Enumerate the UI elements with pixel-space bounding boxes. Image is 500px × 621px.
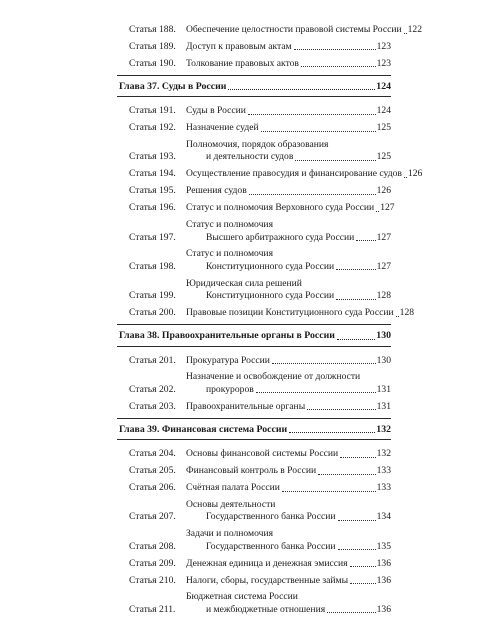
- article-title: Высшего арбитражного суда России: [206, 231, 355, 243]
- article-page-number: 126: [407, 168, 423, 180]
- article-number: Статья 206.: [129, 482, 176, 494]
- article-title: Назначение и освобождение от должности: [186, 371, 361, 383]
- article-title: Основы деятельности: [186, 498, 276, 510]
- article-title-line: [186, 482, 391, 495]
- toc-entry: [117, 122, 391, 135]
- article-title-line: [186, 355, 391, 368]
- article-title: Государственного банка России: [206, 511, 336, 523]
- dot-leader: [338, 549, 376, 550]
- toc-entry: [117, 465, 391, 478]
- chapter-title: Глава 39. Финансовая система России: [119, 423, 288, 435]
- toc-entry: [117, 105, 391, 118]
- article-page-number: 131: [376, 400, 391, 412]
- article-number: Статья 203.: [129, 400, 176, 412]
- article-number: Статья 190.: [129, 57, 176, 69]
- article-number: Статья 211.: [129, 603, 176, 615]
- toc-entry-body: [186, 139, 391, 164]
- article-title: и деятельности судов: [206, 151, 294, 163]
- toc-entry: [117, 401, 391, 414]
- article-title-line: [186, 541, 391, 554]
- article-title-line: [186, 511, 391, 524]
- toc-entry-body: [186, 41, 391, 54]
- toc-entry-body: [186, 105, 391, 118]
- article-title-line: [186, 41, 391, 54]
- article-title-line: [186, 168, 423, 181]
- article-title: Основы финансовой системы России: [186, 448, 339, 460]
- toc-entry-lines: [186, 575, 391, 588]
- toc-chapter-heading: [117, 324, 391, 347]
- toc-entry: [117, 41, 391, 54]
- toc-entry: [117, 307, 415, 320]
- dot-leader: [396, 316, 399, 317]
- dot-leader: [248, 114, 376, 115]
- article-title: Правовые позиции Конституционного суда России: [186, 307, 394, 319]
- article-page-number: 127: [376, 231, 391, 243]
- dot-leader: [295, 160, 375, 161]
- toc-entry-body: [186, 355, 391, 368]
- toc-entry: [117, 185, 391, 198]
- article-number: Статья 197.: [129, 231, 176, 243]
- article-title: Назначение судей: [186, 122, 259, 134]
- toc-entry-lines: [186, 401, 391, 414]
- dot-leader: [350, 566, 376, 567]
- article-page-number: 135: [376, 540, 391, 552]
- article-number: Статья 193.: [129, 151, 176, 163]
- toc-entry-lines: [186, 278, 391, 303]
- article-title: Правоохранительные органы: [186, 400, 306, 412]
- article-title: Налоги, сборы, государственные займы: [186, 574, 349, 586]
- article-page-number: 127: [376, 260, 391, 272]
- article-page-number: 136: [376, 574, 391, 586]
- toc-entry-lines: [186, 371, 391, 396]
- toc-entry-body: [186, 371, 391, 396]
- toc-entry-lines: [186, 24, 422, 37]
- toc-entry-lines: [186, 307, 415, 320]
- article-title-line: [186, 290, 391, 303]
- article-page-number: 122: [407, 24, 422, 35]
- toc-chapter-heading: [117, 75, 391, 98]
- toc-entry-lines: [186, 58, 391, 71]
- toc-entry-body: [186, 591, 391, 616]
- toc-entry: [117, 24, 422, 37]
- article-page-number: 123: [376, 40, 391, 52]
- toc-entry-lines: [186, 499, 391, 524]
- table-of-contents: [117, 24, 423, 621]
- article-title: Обеспечение целостности правовой системы России: [186, 24, 402, 35]
- toc-entry-body: [186, 401, 391, 414]
- article-title-line: [186, 151, 391, 164]
- toc-entry-body: [186, 558, 391, 571]
- article-page-number: 124: [376, 105, 391, 117]
- chapter-page-number: 124: [376, 80, 391, 92]
- article-title: Суды в России: [186, 105, 246, 117]
- dot-leader: [327, 612, 375, 613]
- article-title-line: [186, 448, 391, 461]
- toc-entry-lines: [186, 448, 391, 461]
- article-page-number: 134: [376, 511, 391, 523]
- toc-entry: [117, 278, 391, 303]
- dot-leader: [356, 240, 375, 241]
- article-number: Статья 207.: [129, 511, 176, 523]
- article-title: Счётная палата России: [186, 482, 280, 494]
- toc-entry-body: [186, 528, 391, 553]
- article-title-line: [186, 105, 391, 118]
- article-number: Статья 196.: [129, 202, 176, 214]
- dot-leader: [294, 49, 376, 50]
- article-page-number: 127: [380, 202, 395, 214]
- dot-leader: [318, 474, 376, 475]
- toc-entry-lines: [186, 202, 395, 215]
- toc-entry-lines: [186, 122, 391, 135]
- toc-entry-lines: [186, 185, 391, 198]
- article-title-line: [186, 604, 391, 617]
- article-title: Конституционного суда России: [206, 260, 335, 272]
- article-title: Конституционного суда России: [206, 290, 335, 302]
- article-page-number: 123: [376, 57, 391, 69]
- toc-entry: [117, 482, 391, 495]
- article-number: Статья 199.: [129, 290, 176, 302]
- dot-leader: [336, 269, 376, 270]
- dot-leader: [350, 583, 376, 584]
- toc-entry-body: [186, 575, 391, 588]
- article-page-number: 136: [376, 557, 391, 569]
- toc-entry-body: [186, 482, 391, 495]
- article-page-number: 136: [376, 603, 391, 615]
- toc-entry-body: [186, 168, 423, 181]
- toc-entry-lines: [186, 558, 391, 571]
- article-number: Статья 208.: [129, 540, 176, 552]
- toc-entry-body: [186, 24, 422, 37]
- toc-entry-lines: [186, 482, 391, 495]
- article-page-number: 131: [376, 383, 391, 395]
- article-title: Осуществление правосудия и финансирование судов: [186, 168, 402, 180]
- dot-leader: [404, 177, 407, 178]
- article-title: Государственного банка России: [206, 540, 336, 552]
- toc-entry-body: [186, 58, 391, 71]
- dot-leader: [249, 194, 376, 195]
- dot-leader: [338, 520, 376, 521]
- article-number: Статья 201.: [129, 354, 176, 366]
- article-title: и межбюджетные отношения: [206, 603, 326, 615]
- article-number: Статья 205.: [129, 465, 176, 477]
- article-number: Статья 210.: [129, 574, 176, 586]
- article-page-number: 125: [376, 122, 391, 134]
- article-title-line: [186, 24, 422, 37]
- toc-entry: [117, 558, 391, 571]
- toc-entry: [117, 58, 391, 71]
- article-title-line: [186, 558, 391, 571]
- article-title: Задачи и полномочия: [186, 528, 274, 540]
- article-title: Статус и полномочия: [186, 248, 273, 260]
- toc-entry-body: [186, 248, 391, 273]
- article-number: Статья 191.: [129, 105, 176, 117]
- article-number: Статья 200.: [129, 307, 176, 319]
- article-number: Статья 198.: [129, 260, 176, 272]
- toc-entry-body: [186, 499, 391, 524]
- article-number: Статья 188.: [129, 24, 176, 35]
- toc-entry: [117, 371, 391, 396]
- dot-leader: [282, 491, 376, 492]
- article-number: Статья 192.: [129, 122, 176, 134]
- dot-leader: [376, 211, 379, 212]
- toc-entry-body: [186, 122, 391, 135]
- toc-entry: [117, 248, 391, 273]
- toc-entry-lines: [186, 248, 391, 273]
- dot-leader: [261, 131, 376, 132]
- toc-entry-body: [186, 202, 395, 215]
- article-title: прокуроров: [206, 383, 254, 395]
- toc-entry: [117, 139, 391, 164]
- article-page-number: 128: [399, 307, 415, 319]
- article-title: Доступ к правовым актам: [186, 40, 292, 52]
- article-page-number: 132: [376, 448, 391, 460]
- toc-entry-lines: [186, 139, 391, 164]
- toc-entry: [117, 499, 391, 524]
- toc-entry-body: [186, 185, 391, 198]
- article-number: Статья 204.: [129, 448, 176, 460]
- toc-entry-lines: [186, 41, 391, 54]
- dot-leader: [301, 66, 376, 67]
- article-title-line: [186, 575, 391, 588]
- toc-entry: [117, 202, 395, 215]
- article-title-line: [186, 185, 391, 198]
- article-title: Юридическая сила решений: [186, 277, 302, 289]
- toc-entry: [117, 355, 391, 368]
- article-title-line: [186, 384, 391, 397]
- toc-entry-body: [186, 448, 391, 461]
- article-title: Полномочия, порядок образования: [186, 138, 329, 150]
- dot-leader: [228, 89, 375, 90]
- article-page-number: 133: [376, 482, 391, 494]
- article-page-number: 128: [376, 290, 391, 302]
- toc-entry: [117, 448, 391, 461]
- dot-leader: [307, 409, 375, 410]
- article-title-line: [186, 307, 415, 320]
- dot-leader: [340, 457, 375, 458]
- article-page-number: 126: [376, 185, 391, 197]
- article-title: Статус и полномочия: [186, 219, 273, 231]
- article-title: Толкование правовых актов: [186, 57, 299, 69]
- toc-entry-body: [186, 219, 391, 244]
- article-number: Статья 209.: [129, 557, 176, 569]
- toc-entry-lines: [186, 168, 423, 181]
- toc-entry: [117, 528, 391, 553]
- article-number: Статья 195.: [129, 185, 176, 197]
- article-title-line: [186, 122, 391, 135]
- article-page-number: 133: [376, 465, 391, 477]
- chapter-page-number: 132: [376, 423, 391, 435]
- article-page-number: 125: [376, 151, 391, 163]
- article-title-line: [186, 232, 391, 245]
- article-title-line: [186, 401, 391, 414]
- article-title-line: [186, 465, 391, 478]
- article-number: Статья 189.: [129, 40, 176, 52]
- article-title: Бюджетная система России: [186, 591, 298, 603]
- article-title-line: [186, 261, 391, 274]
- chapter-title: Глава 37. Суды в России: [119, 80, 227, 92]
- toc-chapter-heading: [117, 418, 391, 441]
- article-number: Статья 194.: [129, 168, 176, 180]
- article-page-number: 130: [376, 354, 391, 366]
- toc-entry-lines: [186, 591, 391, 616]
- toc-entry: [117, 168, 423, 181]
- toc-entry-lines: [186, 465, 391, 478]
- dot-leader: [404, 33, 407, 34]
- toc-entry-lines: [186, 105, 391, 118]
- toc-entry-lines: [186, 528, 391, 553]
- toc-entry-body: [186, 278, 391, 303]
- toc-entry: [117, 591, 391, 616]
- dot-leader: [256, 392, 376, 393]
- article-title: Решения судов: [186, 185, 247, 197]
- chapter-page-number: 130: [376, 330, 391, 342]
- article-title: Прокуратура России: [186, 354, 270, 366]
- dot-leader: [272, 363, 376, 364]
- chapter-title: Глава 38. Правоохранительные органы в России: [119, 330, 335, 342]
- article-title-line: [186, 202, 395, 215]
- toc-entry: [117, 575, 391, 588]
- article-title: Финансовый контроль в России: [186, 465, 317, 477]
- toc-entry-body: [186, 307, 415, 320]
- article-title-line: [186, 58, 391, 71]
- dot-leader: [336, 299, 376, 300]
- article-title: Денежная единица и денежная эмиссия: [186, 557, 348, 569]
- toc-entry: [117, 219, 391, 244]
- article-title: Статус и полномочия Верховного суда России: [186, 202, 375, 214]
- toc-entry-body: [186, 465, 391, 478]
- dot-leader: [337, 339, 375, 340]
- toc-entry-lines: [186, 219, 391, 244]
- toc-entry-lines: [186, 355, 391, 368]
- dot-leader: [289, 432, 375, 433]
- article-number: Статья 202.: [129, 383, 176, 395]
